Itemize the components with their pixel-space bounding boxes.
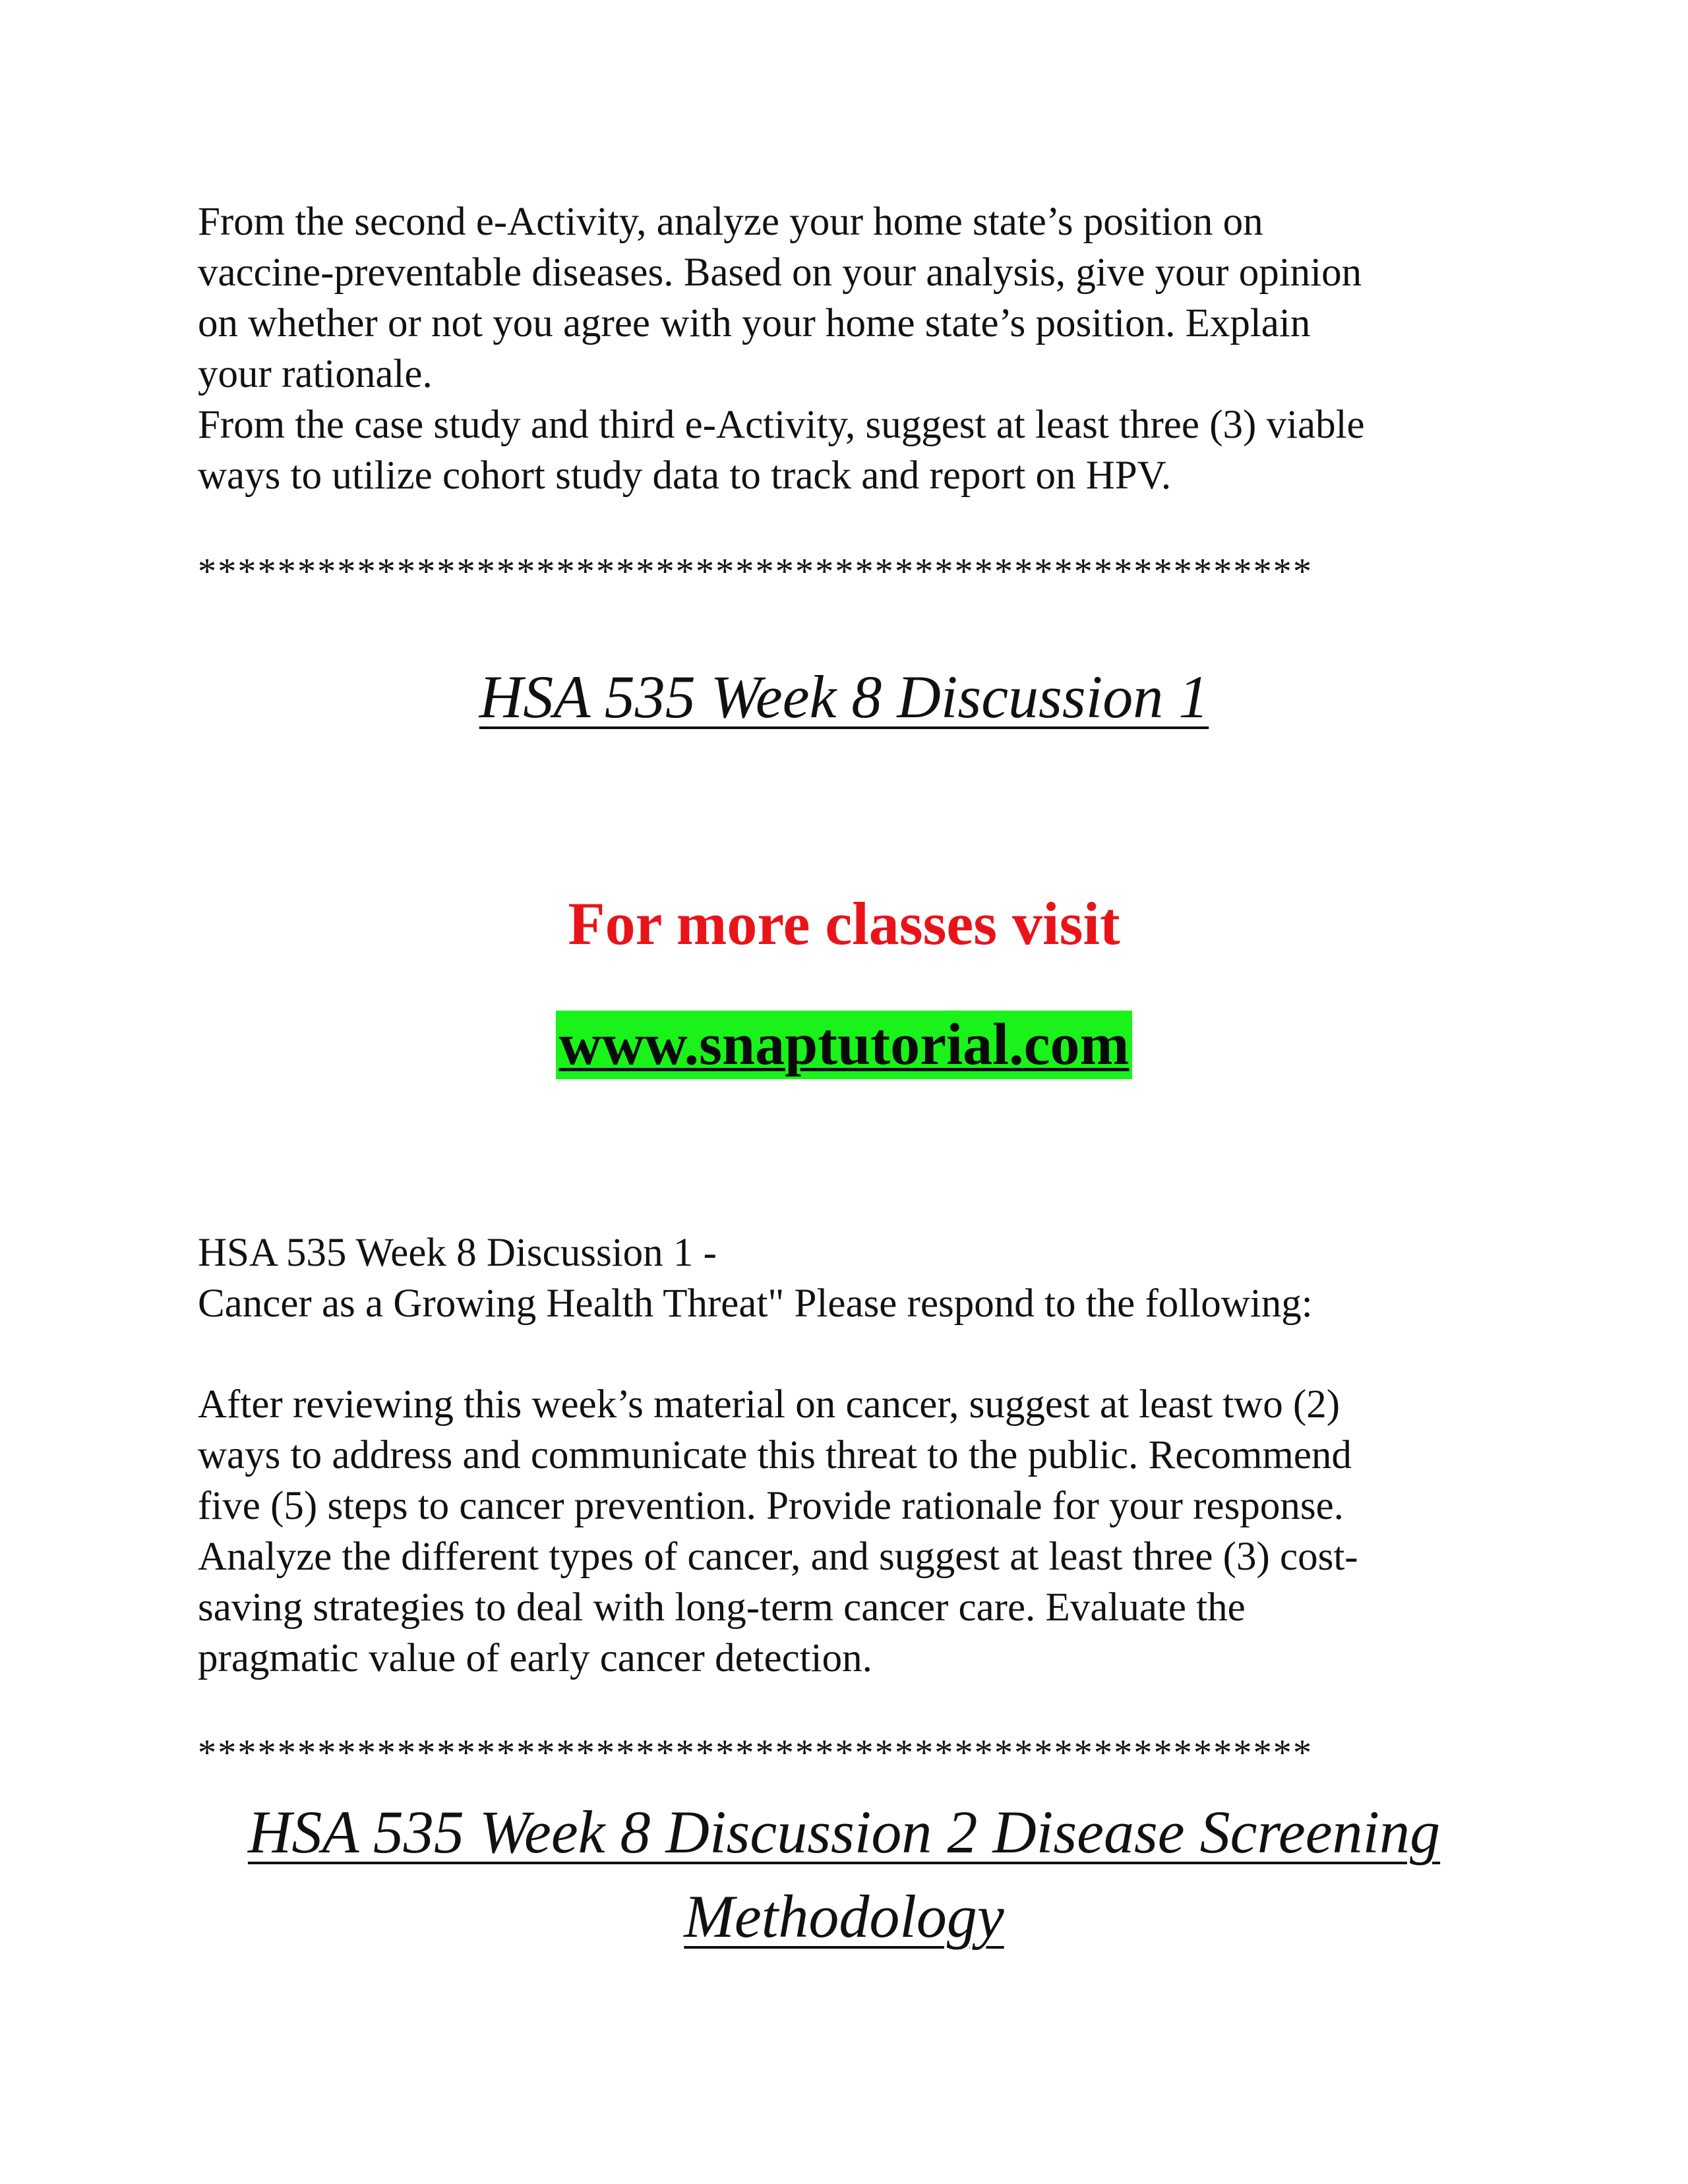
section-1-heading: HSA 535 Week 8 Discussion 1 [479,663,1209,730]
discussion-1-body-line: ways to address and communicate this threat to the public. Recommend [198,1433,1352,1477]
intro-line: ways to utilize cohort study data to track and report on HPV. [198,454,1172,498]
promo-link-wrapper [0,1011,1688,1079]
intro-line: vaccine-preventable diseases. Based on your analysis, give your opinion [198,251,1362,295]
separator-stars-1: ******************************************************** [198,551,1313,592]
discussion-1-title-line: HSA 535 Week 8 Discussion 1 - [198,1231,717,1275]
discussion-1-body-line: saving strategies to deal with long-term cancer care. Evaluate the [198,1585,1246,1630]
discussion-1-body-line: five (5) steps to cancer prevention. Provide rationale for your response. [198,1484,1344,1528]
intro-line: From the second e-Activity, analyze your home state’s position on [198,200,1263,244]
discussion-1-body-line: Analyze the different types of cancer, and suggest at least three (3) cost- [198,1535,1358,1579]
intro-line: From the case study and third e-Activity, suggest at least three (3) viable [198,403,1365,447]
promo-text: For more classes visit [568,890,1120,957]
discussion-1-body-line: After reviewing this week’s material on cancer, suggest at least two (2) [198,1382,1341,1427]
discussion-1-body-line: pragmatic value of early cancer detection. [198,1636,872,1680]
discussion-1-title-line: Cancer as a Growing Health Threat" Please respond to the following: [198,1282,1313,1326]
separator-stars-2: ******************************************************** [198,1732,1313,1773]
section-2-heading-line-1: HSA 535 Week 8 Discussion 2 Disease Screening [247,1798,1441,1866]
snaptutorial-link[interactable]: www.snaptutorial.com [556,1011,1131,1079]
intro-line: your rationale. [198,352,433,396]
section-2-heading-line-2: Methodology [684,1883,1004,1950]
intro-paragraph [198,196,1517,501]
intro-line: on whether or not you agree with your home state’s position. Explain [198,301,1311,345]
discussion-1-body [198,1379,1517,1684]
discussion-1-title [198,1227,1517,1329]
